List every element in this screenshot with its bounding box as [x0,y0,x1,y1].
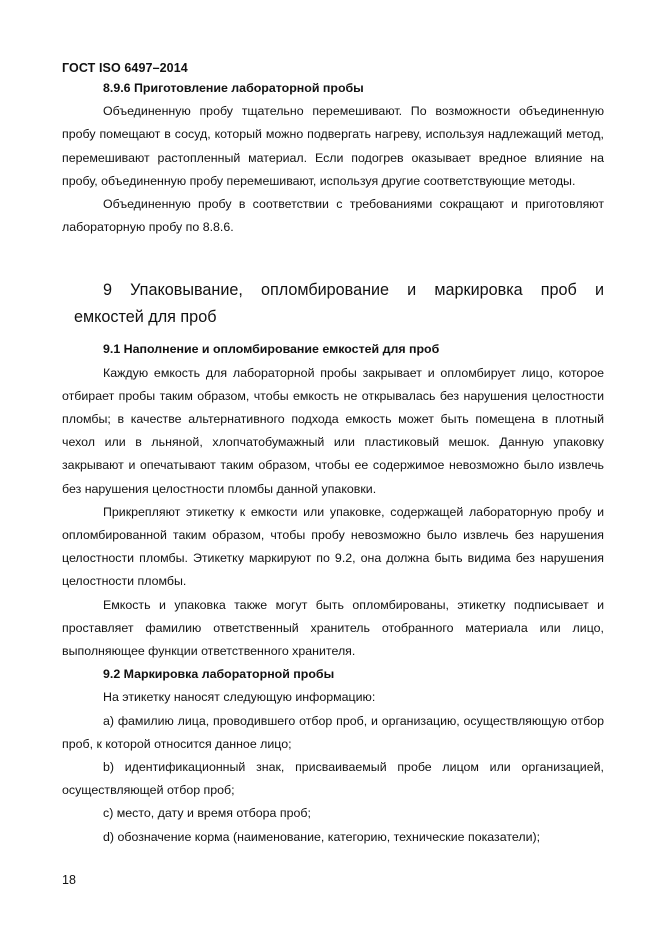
section-9-1-paragraph-1: Каждую емкость для лабораторной пробы закрывает и опломбирует лицо, которое отбирает пробы таким образом, чтобы емкость не открывалась без нарушения целостности пломбы; в качестве альтернативного подхода емкость может быть помещена в плотный чехол или в льняной, хлопчатобумажный или пластиковый мешок. Данную упаковку закрывают и опечатывают таким образом, чтобы ее содержимое невозможно было извлечь без нарушения целостности пломбы данной упаковки. [62,365,604,496]
section-9-2-item-b: b) идентификационный знак, присваиваемый пробе лицом или организацией, осуществляющей отбор проб; [62,760,604,798]
section-9-1-paragraph-2: Прикрепляют этикетку к емкости или упаковке, содержащей лабораторную пробу и опломбированной таким образом, чтобы пробу невозможно было извлечь без нарушения целостности пломбы. Этикетку маркируют по 9.2, она должна быть видима без нарушения целостности пломбы. [62,504,604,589]
section-9-1-heading: 9.1 Наполнение и опломбирование емкостей для проб [103,342,440,357]
section-9-1-paragraph-3: Емкость и упаковка также могут быть опломбированы, этикетку подписывает и проставляет фамилию ответственный хранитель отобранного материала или лицо, выполняющее функции ответственного хранителя. [62,597,604,659]
section-9-heading [62,277,604,331]
section-9-2-item-a: a) фамилию лица, проводившего отбор проб, и организацию, осуществляющую отбор проб, к которой относится данное лицо; [62,713,604,751]
page-content [62,77,604,849]
section-9-2-heading: 9.2 Маркировка лабораторной пробы [103,667,335,682]
section-8-9-6-heading: 8.9.6 Приготовление лабораторной пробы [103,81,364,95]
section-9-heading-line-1: 9 Упаковывание, опломбирование и маркировка проб и [103,281,604,300]
section-9-heading-line-2: емкостей для проб [74,308,217,327]
page-number: 18 [62,873,76,887]
section-9-2-intro: На этикетку наносят следующую информацию: [103,690,376,705]
section-9-2-item-c: c) место, дату и время отбора проб; [103,806,311,821]
section-8-9-6-paragraph-2: Объединенную пробу в соответствии с требованиями сокращают и приготовляют лабораторную пробу по 8.8.6. [62,197,604,235]
standard-header: ГОСТ ISO 6497–2014 [62,61,188,75]
section-8-9-6-paragraph-1: Объединенную пробу тщательно перемешивают. По возможности объединенную пробу помещают в сосуд, который можно подвергать нагреву, используя надлежащий метод, перемешивают растопленный материал. Если подогрев оказывает вредное влияние на пробу, объединенную пробу перемешивают, используя другие соответствующие методы. [62,104,604,188]
section-9-2-item-d: d) обозначение корма (наименование, категорию, технические показатели); [103,829,541,844]
